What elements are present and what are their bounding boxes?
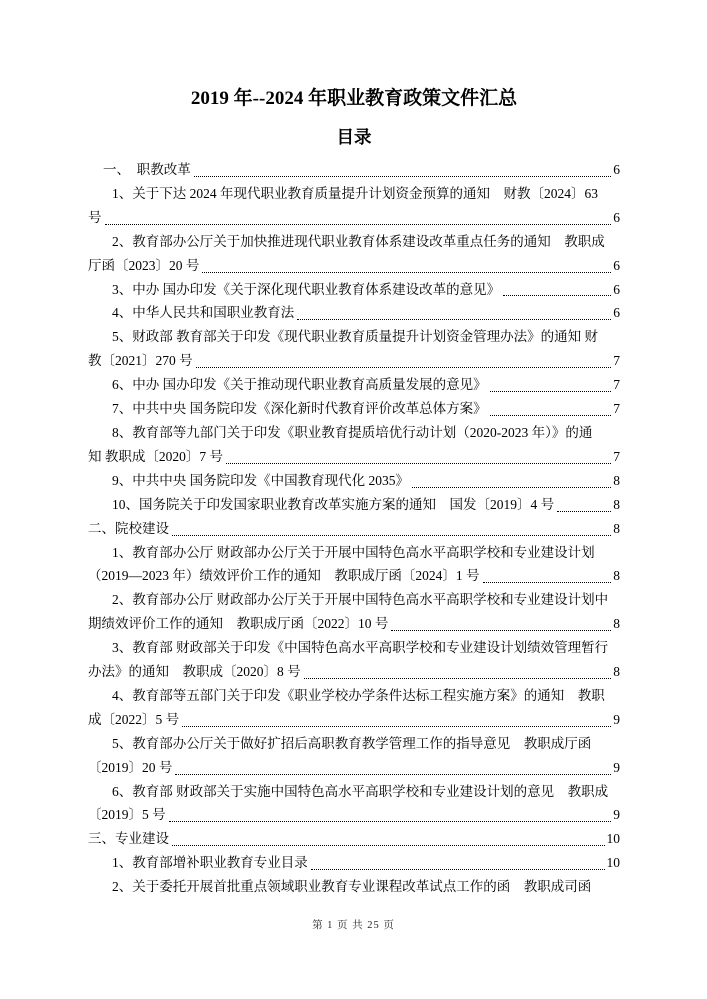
toc-page-number: 7 — [613, 401, 620, 417]
toc-line[interactable] — [88, 517, 620, 541]
toc-page-number: 9 — [613, 759, 620, 775]
toc-line[interactable] — [88, 660, 620, 684]
toc-line[interactable] — [88, 325, 620, 349]
toc-line[interactable] — [88, 397, 620, 421]
toc-line[interactable] — [88, 301, 620, 325]
toc-page-number: 9 — [613, 711, 620, 727]
toc-dot-leader — [297, 319, 611, 320]
toc-entry-text: 2、教育部办公厅 财政部办公厅关于开展中国特色高水平高职学校和专业建设计划中 — [112, 592, 609, 608]
toc-dot-leader — [483, 582, 612, 583]
toc-entry-text: 8、教育部等九部门关于印发《职业教育提质培优行动计划（2020-2023 年）》的通 — [112, 424, 593, 440]
toc-line[interactable] — [88, 182, 620, 206]
table-of-contents — [88, 158, 620, 899]
toc-line[interactable] — [88, 373, 620, 397]
toc-page-number: 8 — [613, 568, 620, 584]
toc-entry-text: 1、关于下达 2024 年现代职业教育质量提升计划资金预算的通知 财教〔2024〕63 — [112, 185, 598, 201]
toc-dot-leader — [194, 176, 612, 177]
toc-heading: 目录 — [336, 127, 372, 147]
toc-entry-text: 1、教育部办公厅 财政部办公厅关于开展中国特色高水平高职学校和专业建设计划 — [112, 544, 595, 560]
toc-entry-text: 厅函〔2023〕20 号 — [88, 257, 200, 273]
toc-dot-leader — [304, 678, 612, 679]
toc-page-number: 8 — [613, 616, 620, 632]
toc-line[interactable] — [88, 278, 620, 302]
toc-dot-leader — [172, 535, 611, 536]
toc-dot-leader — [557, 511, 611, 512]
toc-page-number: 8 — [613, 520, 620, 536]
toc-line[interactable] — [88, 756, 620, 780]
toc-entry-text: 2、教育部办公厅关于加快推进现代职业教育体系建设改革重点任务的通知 教职成 — [112, 233, 605, 249]
document-title: 2019 年--2024 年职业教育政策文件汇总 — [190, 88, 518, 109]
toc-entry-text: 成〔2022〕5 号 — [88, 711, 180, 727]
toc-line[interactable] — [88, 541, 620, 565]
toc-page-number: 7 — [613, 353, 620, 369]
toc-entry-text: （2019—2023 年）绩效评价工作的通知 教职成厅函〔2024〕1 号 — [88, 568, 480, 584]
toc-entry-text: 办法》的通知 教职成〔2020〕8 号 — [88, 664, 301, 680]
toc-line[interactable] — [88, 803, 620, 827]
toc-entry-text: 二、院校建设 — [88, 520, 169, 536]
toc-page-number: 6 — [613, 305, 620, 321]
toc-line[interactable] — [88, 588, 620, 612]
toc-dot-leader — [311, 869, 605, 870]
toc-line[interactable] — [88, 875, 620, 899]
toc-dot-leader — [226, 463, 611, 464]
toc-dot-leader — [169, 821, 612, 822]
toc-dot-leader — [503, 295, 611, 296]
toc-dot-leader — [196, 367, 612, 368]
toc-dot-leader — [490, 391, 612, 392]
toc-dot-leader — [490, 415, 612, 416]
toc-line[interactable] — [88, 230, 620, 254]
toc-page-number: 6 — [613, 281, 620, 297]
toc-entry-text: 号 — [88, 209, 102, 225]
toc-page-number: 6 — [613, 162, 620, 177]
toc-page-number: 10 — [606, 831, 620, 847]
toc-entry-text: 6、教育部 财政部关于实施中国特色高水平高职学校和专业建设计划的意见 教职成 — [112, 783, 609, 799]
toc-line[interactable] — [88, 493, 620, 517]
toc-entry-text: 10、国务院关于印发国家职业教育改革实施方案的通知 国发〔2019〕4 号 — [112, 496, 555, 512]
toc-line[interactable] — [88, 636, 620, 660]
page-footer: 第 1 页 共 25 页 — [312, 920, 395, 931]
toc-entry-text: 5、教育部办公厅关于做好扩招后高职教育教学管理工作的指导意见 教职成厅函 — [112, 735, 592, 751]
toc-entry-text: 1、教育部增补职业教育专业目录 — [112, 855, 308, 871]
toc-entry-text: 5、财政部 教育部关于印发《现代职业教育质量提升计划资金管理办法》的通知 财 — [112, 329, 598, 345]
toc-page-number: 7 — [613, 377, 620, 393]
toc-page-number: 9 — [613, 807, 620, 823]
toc-page-number: 8 — [613, 472, 620, 488]
toc-entry-text: 6、中办 国办印发《关于推动现代职业教育高质量发展的意见》 — [112, 377, 487, 393]
toc-entry-text: 3、中办 国办印发《关于深化现代职业教育体系建设改革的意见》 — [112, 281, 501, 297]
toc-entry-text: 4、教育部等五部门关于印发《职业学校办学条件达标工程实施方案》的通知 教职 — [112, 687, 605, 703]
toc-entry-text: 教〔2021〕270 号 — [88, 353, 193, 369]
toc-page-number: 8 — [613, 664, 620, 680]
toc-dot-leader — [391, 630, 611, 631]
toc-page-number: 10 — [606, 855, 620, 871]
toc-page-number: 6 — [613, 209, 620, 225]
toc-line[interactable] — [88, 445, 620, 469]
toc-line[interactable] — [88, 780, 620, 804]
toc-line[interactable] — [88, 708, 620, 732]
toc-dot-leader — [175, 774, 611, 775]
toc-entry-text: 〔2019〕5 号 — [88, 807, 166, 823]
toc-page-number: 8 — [613, 496, 620, 512]
toc-entry-text: 9、中共中央 国务院印发《中国教育现代化 2035》 — [112, 472, 409, 488]
toc-page-number: 6 — [613, 257, 620, 273]
toc-dot-leader — [412, 487, 611, 488]
toc-line[interactable] — [88, 564, 620, 588]
toc-line[interactable] — [88, 158, 620, 182]
toc-line[interactable] — [88, 612, 620, 636]
toc-line[interactable] — [88, 732, 620, 756]
toc-line[interactable] — [88, 206, 620, 230]
toc-dot-leader — [182, 726, 611, 727]
toc-line[interactable] — [88, 469, 620, 493]
toc-entry-text: 4、中华人民共和国职业教育法 — [112, 305, 295, 321]
toc-entry-text: 3、教育部 财政部关于印发《中国特色高水平高职学校和专业建设计划绩效管理暂行 — [112, 640, 609, 656]
toc-entry-text: 7、中共中央 国务院印发《深化新时代教育评价改革总体方案》 — [112, 401, 487, 417]
toc-entry-text: 期绩效评价工作的通知 教职成厅函〔2022〕10 号 — [88, 616, 389, 632]
toc-line[interactable] — [88, 349, 620, 373]
toc-entry-text: 一、 职教改革 — [103, 162, 191, 177]
toc-line[interactable] — [88, 684, 620, 708]
toc-entry-text: 三、专业建设 — [88, 831, 169, 847]
toc-entry-text: 知 教职成〔2020〕7 号 — [88, 448, 223, 464]
toc-line[interactable] — [88, 851, 620, 875]
toc-entry-text: 〔2019〕20 号 — [88, 759, 173, 775]
toc-line[interactable] — [88, 421, 620, 445]
toc-dot-leader — [172, 845, 605, 846]
toc-dot-leader — [202, 272, 611, 273]
toc-dot-leader — [105, 224, 612, 225]
toc-page-number: 7 — [613, 448, 620, 464]
toc-line[interactable] — [88, 827, 620, 851]
toc-entry-text: 2、关于委托开展首批重点领域职业教育专业课程改革试点工作的函 教职成司函 — [112, 879, 592, 895]
toc-line[interactable] — [88, 254, 620, 278]
